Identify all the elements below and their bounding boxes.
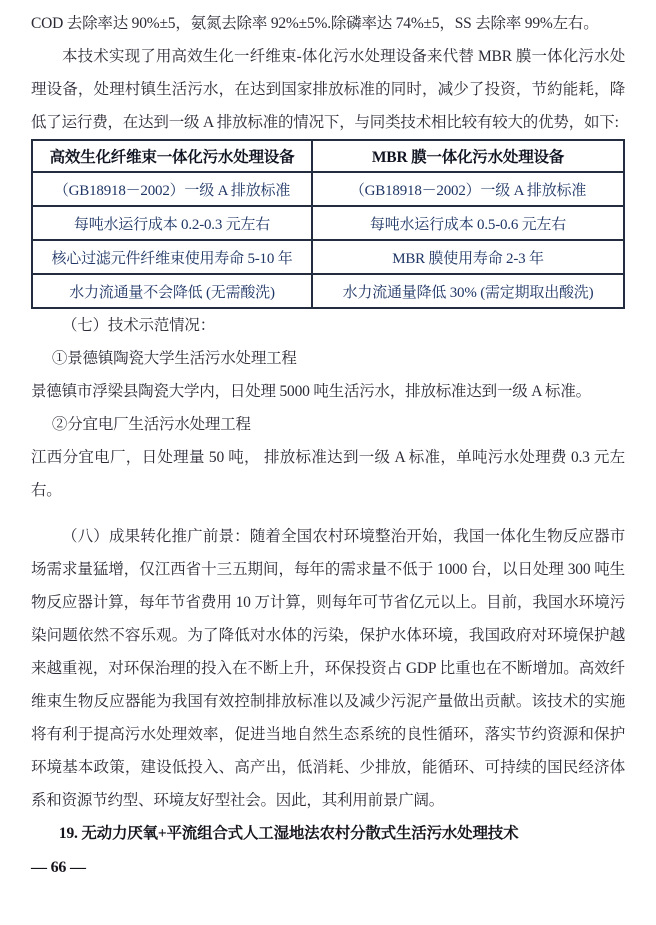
paragraph-removal-rates: COD 去除率达 90%±5，氨氮去除率 92%±5%.除磷率达 74%±5，SS 去除率 99%左右。 (31, 15, 599, 32)
table-row (32, 274, 624, 308)
header-cell-mbr-device: MBR 膜一体化污水处理设备 (312, 140, 624, 172)
table-row (32, 172, 624, 206)
header-cell-fiber-device: 高效生化纤维束一体化污水处理设备 (32, 140, 312, 172)
section7-demo1-body: 景德镇市浮梁县陶瓷大学内，日处理 5000 吨生活污水，排放标准达到一级 A 标准。 (31, 383, 591, 400)
paragraph-technology-summary: 本技术实现了用高效生化一纤维束-体化污水处理设备来代替 MBR 膜一体化污水处理设备，处理村镇生活污水，在达到国家排放标准的同时，减少了投资，节約能耗，降低了运行费，在达到一级 A 排放标准的情况下，与同类技术相比较有较大的优势，如下: (31, 48, 625, 131)
table-row (32, 240, 624, 274)
cell-lifespan-mbr: MBR 膜使用寿命 2-3 年 (312, 240, 624, 274)
cell-cost-fiber: 每吨水运行成本 0.2-0.3 元左右 (32, 206, 312, 240)
section7-demo2-title: ②分宜电厂生活污水处理工程 (51, 416, 251, 433)
cell-flux-mbr: 水力流通量降低 30% (需定期取出酸洗) (312, 274, 624, 308)
cell-cost-mbr: 每吨水运行成本 0.5-0.6 元左右 (312, 206, 624, 240)
section7-demo2-body: 江西分宜电厂，日处理量 50 吨， 排放标准达到一级 A 标准，单吨污水处理费 0.3 元左右。 (31, 449, 625, 499)
cell-standard-fiber: （GB18918－2002）一级 A 排放标准 (32, 172, 312, 206)
table-header-row (32, 140, 624, 172)
section8-promotion-prospects: （八）成果转化推广前景：随着全国农村环境整治开始，我国一体化生物反应器市场需求量猛增，仅江西省十三五期间，每年的需求量不低于 1000 台，以日处理 300 吨生物反应器计算，每年节省费用 10 万计算，则每年可节省亿元以上。目前，我国水环境污染问题依然不容乐观。为了降低对水体的污染，保护水体环境，我国政府对环境保护越来越重视，对环保治理的投入在不断上升，环保投资占 GDP 比重也在不断增加。高效纤维束生物反应器能为我国有效控制排放标准以及减少污泥产量做出贡献。该技术的实施将有利于提高污水处理效率，促进当地自然生态系统的良性循环，落实节约资源和保护环境基本政策，建设低投入、高产出，低消耗、少排放，能循环、可持续的国民经济体系和资源节约型、环境友好型社会。因此，其利用前景广阔。 (31, 528, 625, 809)
cell-flux-fiber: 水力流通量不会降低 (无需酸洗) (32, 274, 312, 308)
table-row (32, 206, 624, 240)
section7-title: （七）技术示范情况： (62, 317, 216, 334)
cell-standard-mbr: （GB18918－2002）一级 A 排放标准 (312, 172, 624, 206)
section7-demo1-title: ①景德镇陶瓷大学生活污水处理工程 (51, 350, 297, 367)
cell-lifespan-fiber: 核心过滤元件纤维束使用寿命 5-10 年 (32, 240, 312, 274)
heading-technology-19: 19. 无动力厌氧+平流组合式人工湿地法农村分散式生活污水处理技术 (58, 825, 519, 842)
equipment-comparison-table (31, 139, 625, 309)
page-number: — 66 — (31, 859, 86, 876)
